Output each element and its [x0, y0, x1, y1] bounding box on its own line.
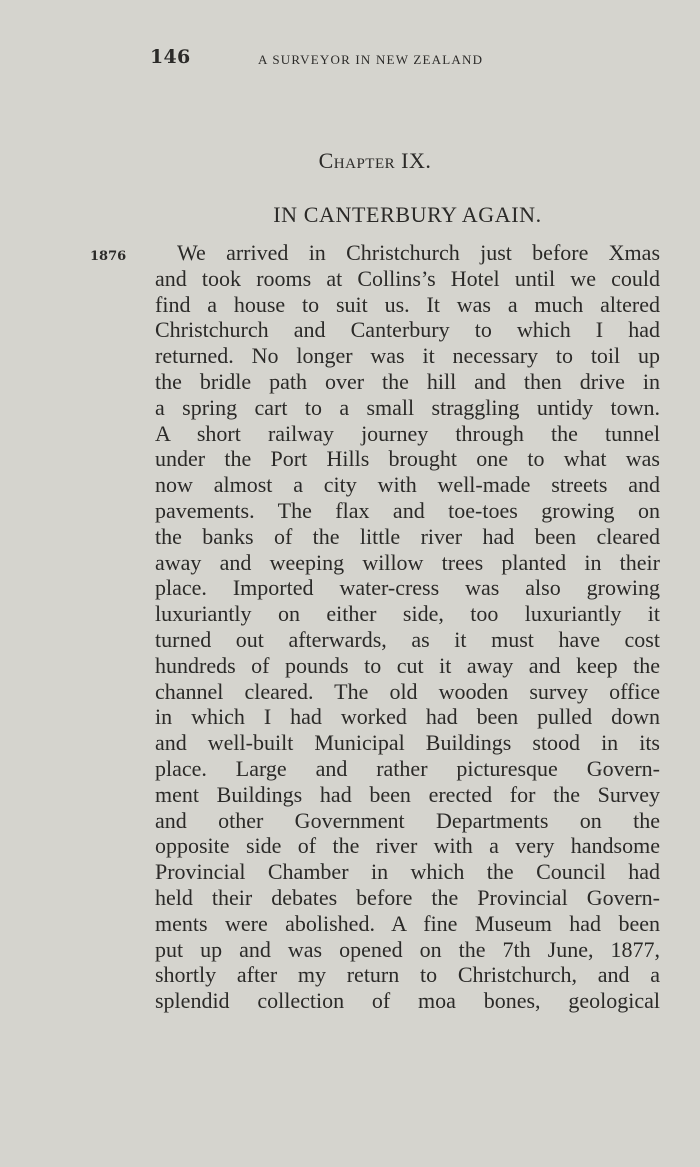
- text-line: held their debates before the Provincial Govern-: [155, 884, 660, 910]
- text-line: Christchurch and Canterbury to which I had: [155, 317, 660, 343]
- text-line: in which I had worked had been pulled down: [155, 704, 660, 730]
- chapter-title: IN CANTERBURY AGAIN.: [273, 202, 542, 227]
- text-line: A short railway journey through the tunnel: [155, 420, 660, 446]
- chapter-label: Chapter IX.: [318, 148, 432, 173]
- page-number: 146: [150, 46, 191, 68]
- margin-year-note: 1876: [90, 249, 127, 264]
- text-line: pavements. The flax and toe-toes growing on: [155, 497, 660, 523]
- text-line: find a house to suit us. It was a much altered: [155, 291, 660, 317]
- text-line: place. Imported water-cress was also growing: [155, 575, 660, 601]
- text-line: channel cleared. The old wooden survey office: [155, 678, 660, 704]
- text-line: place. Large and rather picturesque Govern-: [155, 755, 660, 781]
- text-line: opposite side of the river with a very handsome: [155, 833, 660, 859]
- body-paragraph: [155, 240, 660, 1014]
- text-line: a spring cart to a small straggling untidy town.: [155, 394, 660, 420]
- text-line: away and weeping willow trees planted in their: [155, 549, 660, 575]
- text-line: splendid collection of moa bones, geological: [155, 988, 660, 1014]
- text-line: shortly after my return to Christchurch, and a: [155, 962, 660, 988]
- text-line: hundreds of pounds to cut it away and keep the: [155, 652, 660, 678]
- text-line: and other Government Departments on the: [155, 807, 660, 833]
- text-line: now almost a city with well-made streets and: [155, 472, 660, 498]
- text-line: Provincial Chamber in which the Council had: [155, 859, 660, 885]
- text-line: and took rooms at Collins’s Hotel until we could: [155, 265, 660, 291]
- text-line: luxuriantly on either side, too luxuriantly it: [155, 601, 660, 627]
- text-line: We arrived in Christchurch just before Xmas: [177, 240, 660, 265]
- text-line: ments were abolished. A fine Museum had been: [155, 910, 660, 936]
- text-line: and well-built Municipal Buildings stood in its: [155, 730, 660, 756]
- text-line: the banks of the little river had been cleared: [155, 523, 660, 549]
- text-line: the bridle path over the hill and then drive in: [155, 368, 660, 394]
- text-line: turned out afterwards, as it must have cost: [155, 626, 660, 652]
- text-line: returned. No longer was it necessary to toil up: [155, 343, 660, 369]
- text-line: ment Buildings had been erected for the Survey: [155, 781, 660, 807]
- running-head: A SURVEYOR IN NEW ZEALAND: [258, 52, 484, 67]
- text-line: put up and was opened on the 7th June, 1877,: [155, 936, 660, 962]
- text-line: under the Port Hills brought one to what was: [155, 446, 660, 472]
